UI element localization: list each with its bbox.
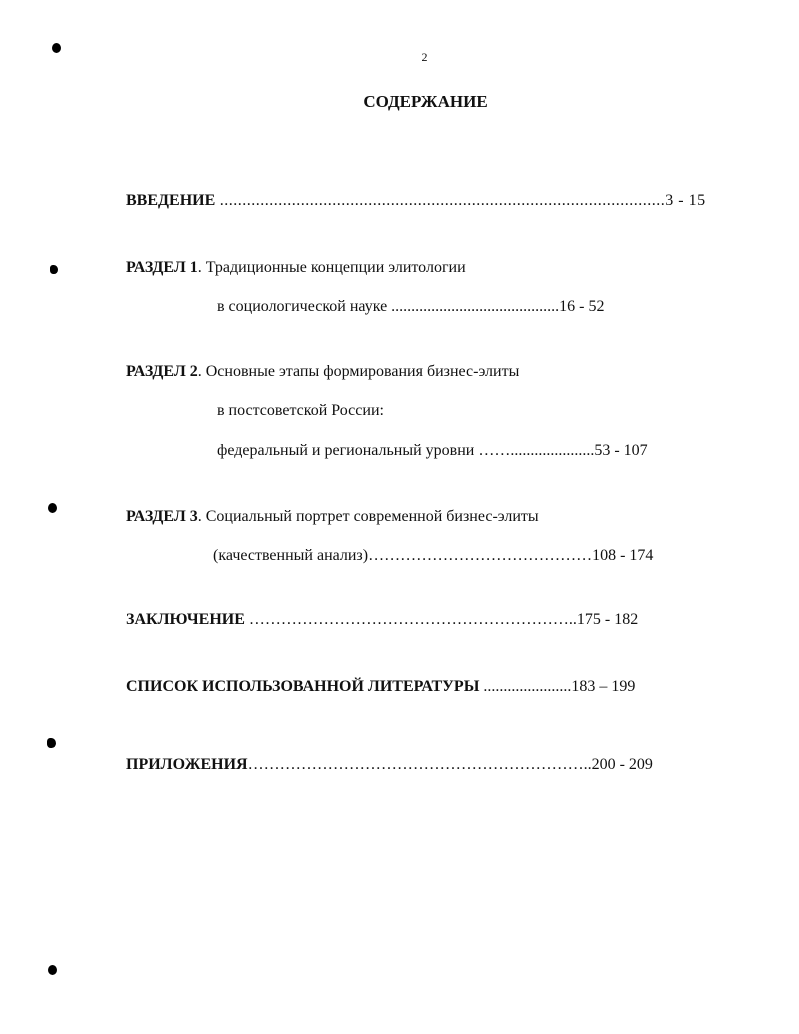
toc-entry-label: РАЗДЕЛ 1 bbox=[126, 259, 198, 276]
toc-entry-dots-pages: ...................................................................................................3 - 15 bbox=[215, 192, 706, 209]
toc-entry-section3-line2: (качественный анализ)……………………………………108 - 174 bbox=[213, 547, 654, 564]
toc-entry-dots-pages: ………………………………………………………..200 - 209 bbox=[247, 756, 653, 773]
toc-entry-label: РАЗДЕЛ 2 bbox=[126, 363, 198, 380]
toc-entry-intro bbox=[126, 191, 706, 211]
toc-entry-section3 bbox=[126, 507, 539, 527]
toc-entry-label: РАЗДЕЛ 3 bbox=[126, 508, 198, 525]
page-number: 2 bbox=[421, 50, 428, 64]
toc-entry-conclusion bbox=[126, 610, 638, 630]
toc-entry-label: ПРИЛОЖЕНИЯ bbox=[126, 756, 248, 773]
toc-entry-section2-line2: в постсоветской России: bbox=[217, 402, 384, 419]
punch-hole-mark bbox=[48, 503, 57, 513]
toc-entry-section2-line3: федеральный и региональный уровни …….....................53 - 107 bbox=[217, 442, 648, 459]
punch-hole-mark bbox=[47, 738, 56, 748]
toc-entry-label: ВВЕДЕНИЕ bbox=[126, 192, 216, 209]
toc-entry-references bbox=[126, 677, 635, 697]
toc-entry-dots-pages: ......................183 – 199 bbox=[479, 678, 636, 695]
toc-entry-label: ЗАКЛЮЧЕНИЕ bbox=[126, 611, 245, 628]
toc-entry-title: . Традиционные концепции элитологии bbox=[197, 259, 466, 276]
toc-entry-title: . Социальный портрет современной бизнес-элиты bbox=[197, 508, 539, 525]
toc-entry-appendix bbox=[126, 755, 653, 775]
toc-entry-title: . Основные этапы формирования бизнес-элиты bbox=[197, 363, 520, 380]
punch-hole-mark bbox=[48, 965, 57, 975]
toc-entry-section2 bbox=[126, 362, 519, 382]
toc-entry-label: СПИСОК ИСПОЛЬЗОВАННОЙ ЛИТЕРАТУРЫ bbox=[126, 678, 480, 695]
punch-hole-mark bbox=[50, 265, 58, 274]
toc-entry-dots-pages: ……………………………………………………..175 - 182 bbox=[244, 611, 639, 628]
page-title: СОДЕРЖАНИЕ bbox=[363, 92, 488, 111]
toc-entry-section1 bbox=[126, 258, 466, 278]
toc-entry-section1-line2: в социологической науке ..........................................16 - 52 bbox=[217, 298, 605, 315]
